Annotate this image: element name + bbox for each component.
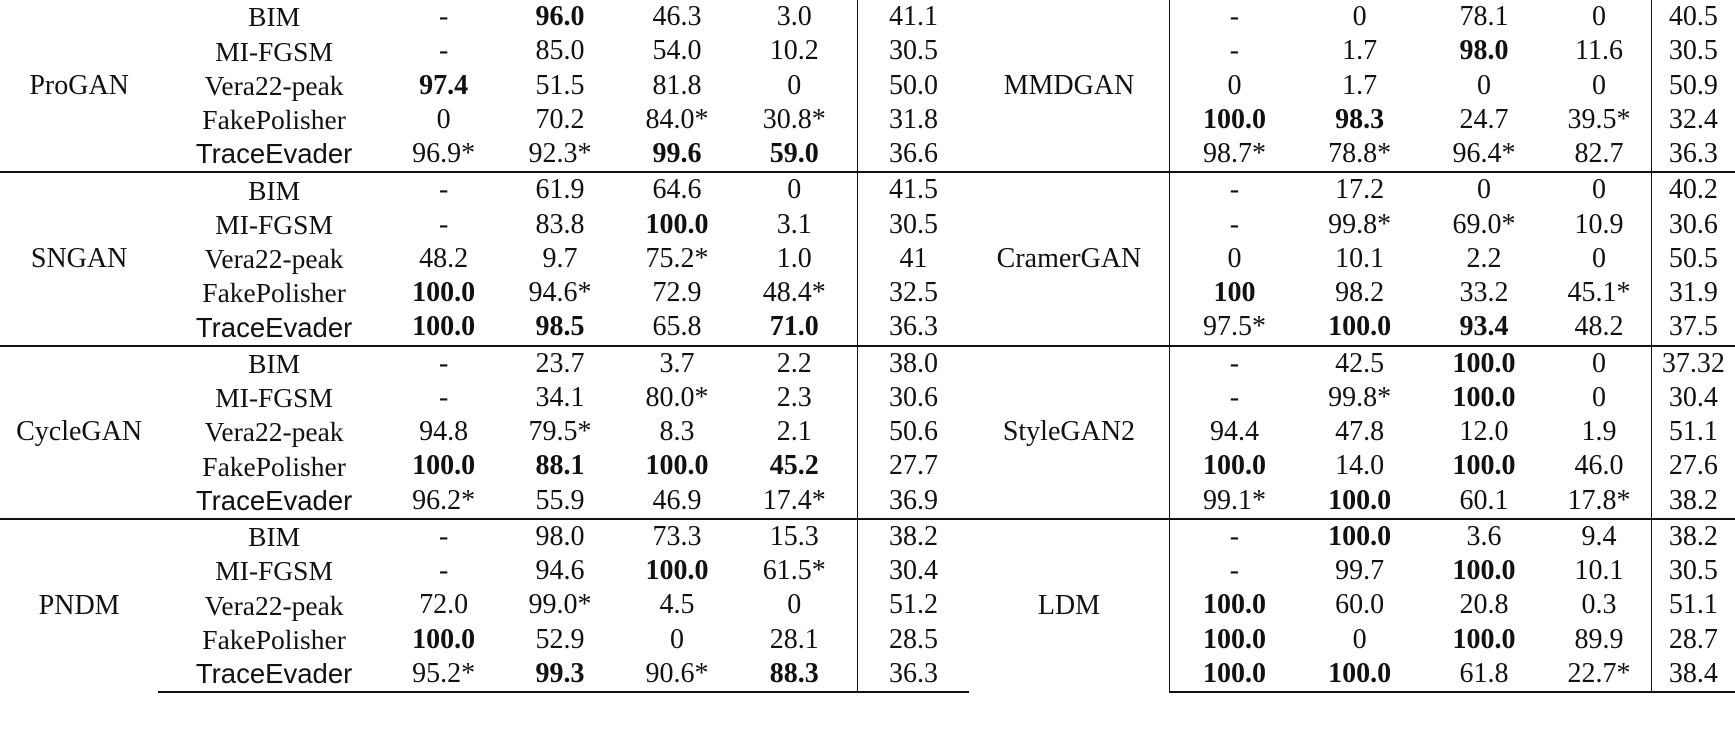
table-cell: 30.8* xyxy=(731,103,858,137)
table-cell: 0 xyxy=(1352,623,1367,655)
table-cell: 1.9 xyxy=(1547,415,1651,449)
table-cell: 38.2 xyxy=(1668,484,1718,516)
model-name-right: LDM xyxy=(969,519,1170,692)
table-cell: 0 xyxy=(1547,69,1651,103)
table-cell: - xyxy=(1170,346,1299,381)
table-cell: 38.2 xyxy=(858,519,969,554)
table-cell: 64.6 xyxy=(623,172,732,207)
method-name: MI-FGSM xyxy=(215,35,333,67)
table-row xyxy=(0,172,1735,207)
table-cell: 100.0 xyxy=(1299,657,1421,692)
table-cell: 28.1 xyxy=(731,623,858,657)
table-cell: 17.4* xyxy=(731,484,858,519)
table-cell: 51.1 xyxy=(1668,416,1718,448)
table-row xyxy=(0,208,1735,242)
table-cell: 61.8 xyxy=(1421,657,1548,692)
table-row xyxy=(0,623,1735,657)
table-cell: 0 xyxy=(731,69,858,103)
table-cell: 46.0 xyxy=(1547,449,1651,483)
table-row xyxy=(0,34,1735,68)
table-cell: 0 xyxy=(1227,242,1242,274)
table-cell: - xyxy=(438,555,449,587)
method-name: TraceEvader xyxy=(195,311,353,343)
table-cell: 41.1 xyxy=(888,1,938,33)
table-cell: 36.9 xyxy=(888,484,938,516)
table-cell: 2.2 xyxy=(1466,242,1502,274)
table-cell: 94.6* xyxy=(528,277,592,309)
table-cell: 27.6 xyxy=(1668,450,1718,482)
table-cell: 94.8 xyxy=(419,416,469,448)
method-name: Vera22-peak xyxy=(204,69,344,101)
table-cell: 0 xyxy=(670,623,685,655)
table-cell: 1.7 xyxy=(1342,69,1378,101)
model-name-right: MMDGAN xyxy=(969,0,1170,172)
method-name: BIM xyxy=(158,519,390,554)
table-cell: 100 xyxy=(1213,277,1256,309)
table-cell: 81.8 xyxy=(652,69,702,101)
table-cell: 100.0 xyxy=(1202,103,1266,135)
table-row xyxy=(0,484,1735,519)
table-cell: 23.7 xyxy=(497,346,622,381)
model-name-left: SNGAN xyxy=(0,172,158,345)
table-cell: 11.6 xyxy=(1547,34,1651,68)
table-cell: 46.3 xyxy=(652,1,702,33)
table-cell: 83.8 xyxy=(535,208,585,240)
table-cell: 30.6 xyxy=(1668,208,1718,240)
method-name: MI-FGSM xyxy=(215,382,333,414)
table-cell: 98.5 xyxy=(535,311,585,343)
table-cell: 98.3 xyxy=(1335,103,1385,135)
method-name: Vera22-peak xyxy=(204,589,344,621)
table-cell: 0 xyxy=(1547,346,1651,381)
table-cell: 51.1 xyxy=(1668,589,1718,621)
table-cell: 100.0 xyxy=(1328,311,1392,343)
table-cell: 1.0 xyxy=(731,242,858,276)
table-cell: - xyxy=(438,35,449,67)
table-cell: - xyxy=(390,519,497,554)
table-cell: 45.2 xyxy=(731,449,858,483)
table-cell: 92.3* xyxy=(528,138,592,170)
table-cell: 50.5 xyxy=(1668,242,1718,274)
table-cell: 0 xyxy=(1352,1,1367,33)
table-cell: 100.0 xyxy=(645,208,709,240)
table-cell: 2.2 xyxy=(731,346,858,381)
table-cell: 100.0 xyxy=(1170,657,1299,692)
model-name-left: ProGAN xyxy=(29,69,129,101)
table-cell: 4.5 xyxy=(659,589,695,621)
table-cell: 31.9 xyxy=(1668,277,1718,309)
table-cell: 30.4 xyxy=(1668,381,1718,413)
table-cell: 99.1* xyxy=(1202,484,1266,516)
table-cell: 100.0 xyxy=(1452,623,1516,655)
table-group xyxy=(0,346,1735,519)
table-cell: 80.0* xyxy=(645,381,709,413)
table-cell: - xyxy=(1229,555,1240,587)
table-cell: 100.0 xyxy=(412,311,476,343)
table-cell: 65.8 xyxy=(652,311,702,343)
method-name: Vera22-peak xyxy=(204,243,344,275)
table-cell: 38.2 xyxy=(1651,519,1735,554)
table-cell: 30.6 xyxy=(888,381,938,413)
table-cell: 100.0 xyxy=(1202,623,1266,655)
table-cell: 61.5* xyxy=(731,554,858,588)
table-row xyxy=(0,415,1735,449)
table-cell: 73.3 xyxy=(623,519,732,554)
table-cell: 38.0 xyxy=(858,346,969,381)
method-name: MI-FGSM xyxy=(215,555,333,587)
table-cell: 9.7 xyxy=(542,242,578,274)
table-cell: 72.0 xyxy=(419,589,469,621)
table-cell: 70.2 xyxy=(535,103,585,135)
table-cell: 3.6 xyxy=(1421,519,1548,554)
table-cell: - xyxy=(1170,172,1299,207)
table-cell: 50.6 xyxy=(888,416,938,448)
table-cell: 10.1 xyxy=(1335,242,1385,274)
table-cell: 30.5 xyxy=(1668,555,1718,587)
table-row xyxy=(0,588,1735,622)
table-cell: 54.0 xyxy=(652,35,702,67)
table-cell: 98.2 xyxy=(1335,277,1385,309)
table-cell: 60.0 xyxy=(1335,589,1385,621)
table-cell: 52.9 xyxy=(535,623,585,655)
table-cell: 40.5 xyxy=(1668,1,1718,33)
table-cell: 79.5* xyxy=(528,416,592,448)
table-cell: 85.0 xyxy=(535,35,585,67)
table-cell: 61.9 xyxy=(497,172,622,207)
table-row xyxy=(0,346,1735,381)
table-cell: 88.3 xyxy=(731,657,858,692)
table-cell: 3.7 xyxy=(623,346,732,381)
table-cell: 17.2 xyxy=(1299,172,1421,207)
table-cell: - xyxy=(438,208,449,240)
table-cell: 100.0 xyxy=(412,623,476,655)
table-cell: - xyxy=(438,1,449,33)
table-cell: 0 xyxy=(1421,172,1548,207)
table-cell: 82.7 xyxy=(1547,137,1651,172)
table-cell: - xyxy=(1229,381,1240,413)
table-cell: 40.2 xyxy=(1651,172,1735,207)
table-cell: 100.0 xyxy=(1202,589,1266,621)
table-cell: 100.0 xyxy=(1202,450,1266,482)
table-cell: 3.0 xyxy=(731,0,858,34)
table-cell: 17.8* xyxy=(1547,484,1651,519)
method-name: Vera22-peak xyxy=(204,416,344,448)
table-cell: 37.5 xyxy=(1668,311,1718,343)
table-cell: - xyxy=(1229,208,1240,240)
table-cell: 10.9 xyxy=(1547,208,1651,242)
table-cell: 51.5 xyxy=(535,69,585,101)
table-cell: 100.0 xyxy=(1452,450,1516,482)
table-cell: 88.1 xyxy=(535,450,585,482)
table-cell: 0 xyxy=(436,103,451,135)
table-cell: 31.8 xyxy=(888,103,938,135)
table-cell: 32.4 xyxy=(1668,103,1718,135)
table-cell: - xyxy=(1229,1,1240,33)
table-cell: 99.0* xyxy=(528,589,592,621)
table-row xyxy=(0,449,1735,483)
table-cell: 48.2 xyxy=(1547,310,1651,345)
table-cell: 33.2 xyxy=(1459,277,1509,309)
method-name: FakePolisher xyxy=(202,277,346,309)
table-cell: 98.7* xyxy=(1202,138,1266,170)
table-group xyxy=(0,0,1735,172)
table-cell: 60.1 xyxy=(1459,484,1509,516)
table-cell: 98.0 xyxy=(1459,35,1509,67)
table-cell: 50.0 xyxy=(888,69,938,101)
table-cell: 100.0 xyxy=(1421,346,1548,381)
table-cell: - xyxy=(1170,519,1299,554)
table-cell: 69.0* xyxy=(1452,208,1516,240)
table-cell: 0 xyxy=(1547,381,1651,415)
table-cell: 37.32 xyxy=(1651,346,1735,381)
table-cell: 100.0 xyxy=(645,555,709,587)
table-cell: 96.2* xyxy=(412,484,476,516)
method-name: MI-FGSM xyxy=(215,208,333,240)
table-cell: 3.1 xyxy=(731,208,858,242)
table-group xyxy=(0,519,1735,692)
table-row xyxy=(0,103,1735,137)
table-cell: 39.5* xyxy=(1547,103,1651,137)
table-cell: 28.7 xyxy=(1668,623,1718,655)
table-cell: 15.3 xyxy=(731,519,858,554)
table-cell: 96.9* xyxy=(412,138,476,170)
table-cell: 100.0 xyxy=(1452,555,1516,587)
table-cell: 36.6 xyxy=(888,138,938,170)
table-cell: 99.7 xyxy=(1335,555,1385,587)
table-cell: 20.8 xyxy=(1459,589,1509,621)
table-row xyxy=(0,69,1735,103)
table-cell: 27.7 xyxy=(888,450,938,482)
table-row xyxy=(0,381,1735,415)
table-cell: 28.5 xyxy=(888,623,938,655)
table-cell: 89.9 xyxy=(1547,623,1651,657)
table-row xyxy=(0,519,1735,554)
table-cell: - xyxy=(1229,35,1240,67)
table-cell: 75.2* xyxy=(645,242,709,274)
method-name: FakePolisher xyxy=(202,623,346,655)
table-cell: 30.5 xyxy=(888,208,938,240)
method-name: BIM xyxy=(158,172,390,207)
table-cell: 94.4 xyxy=(1209,416,1259,448)
table-cell: 32.5 xyxy=(888,277,938,309)
table-cell: 47.8 xyxy=(1335,416,1385,448)
table-cell: 51.2 xyxy=(888,589,938,621)
table-cell: 100.0 xyxy=(412,277,476,309)
model-name-left: CycleGAN xyxy=(0,346,158,519)
table-cell: 41 xyxy=(899,242,928,274)
table-cell: 48.2 xyxy=(419,242,469,274)
table-row xyxy=(0,0,1735,34)
table-cell: 46.9 xyxy=(652,484,702,516)
table-cell: 93.4 xyxy=(1459,311,1509,343)
table-row xyxy=(0,137,1735,172)
method-name: TraceEvader xyxy=(195,484,353,516)
table-cell: 50.9 xyxy=(1668,69,1718,101)
table-cell: 36.3 xyxy=(858,657,969,692)
model-name-left: PNDM xyxy=(0,519,158,692)
table-row xyxy=(0,310,1735,345)
model-name-right: StyleGAN2 xyxy=(969,346,1170,519)
table-cell: - xyxy=(390,346,497,381)
model-name-right: CramerGAN xyxy=(969,172,1170,345)
table-cell: 96.4* xyxy=(1452,138,1516,170)
table-cell: 10.1 xyxy=(1547,554,1651,588)
table-cell: 90.6* xyxy=(623,657,732,692)
method-name: TraceEvader xyxy=(195,138,353,170)
table-cell: 98.0 xyxy=(497,519,622,554)
table-group xyxy=(0,172,1735,345)
table-cell: 94.6 xyxy=(535,555,585,587)
table-cell: 36.3 xyxy=(888,311,938,343)
table-cell: 0 xyxy=(1227,69,1242,101)
table-cell: 30.5 xyxy=(888,35,938,67)
table-cell: 97.4 xyxy=(419,69,469,101)
table-cell: 0 xyxy=(731,172,858,207)
table-row xyxy=(0,276,1735,310)
table-cell: - xyxy=(438,381,449,413)
method-name: FakePolisher xyxy=(202,104,346,136)
table-cell: 99.6 xyxy=(652,138,702,170)
table-cell: 22.7* xyxy=(1547,657,1651,692)
method-name: FakePolisher xyxy=(202,450,346,482)
table-cell: 0 xyxy=(1547,242,1651,276)
table-cell: 14.0 xyxy=(1335,450,1385,482)
table-cell: 0.3 xyxy=(1547,588,1651,622)
table-cell: 72.9 xyxy=(652,277,702,309)
table-row xyxy=(0,657,1735,692)
table-cell: 45.1* xyxy=(1547,276,1651,310)
table-cell: 2.1 xyxy=(731,415,858,449)
table-cell: 100.0 xyxy=(645,450,709,482)
table-cell: 59.0 xyxy=(731,137,858,172)
table-cell: 100.0 xyxy=(1328,484,1392,516)
table-cell: 84.0* xyxy=(645,103,709,135)
table-cell: 96.0 xyxy=(535,1,585,33)
table-row xyxy=(0,242,1735,276)
table-cell: 30.4 xyxy=(888,555,938,587)
table-cell: 97.5* xyxy=(1202,311,1266,343)
method-name: BIM xyxy=(158,346,390,381)
table-cell: - xyxy=(390,172,497,207)
table-cell: 0 xyxy=(1547,0,1651,34)
table-cell: 36.3 xyxy=(1668,138,1718,170)
table-cell: 1.7 xyxy=(1342,35,1378,67)
method-name: BIM xyxy=(248,1,301,33)
table-cell: 2.3 xyxy=(731,381,858,415)
table-cell: 100.0 xyxy=(1299,519,1421,554)
table-cell: 0 xyxy=(1547,172,1651,207)
table-cell: 38.4 xyxy=(1651,657,1735,692)
table-cell: 78.1 xyxy=(1459,1,1509,33)
table-cell: 0 xyxy=(731,588,858,622)
table-cell: 78.8* xyxy=(1328,138,1392,170)
table-cell: 95.2* xyxy=(390,657,497,692)
table-cell: 8.3 xyxy=(659,416,695,448)
method-name: TraceEvader xyxy=(158,657,390,692)
table-row xyxy=(0,554,1735,588)
table-cell: 99.8* xyxy=(1328,381,1392,413)
table-cell: 71.0 xyxy=(731,310,858,345)
table-cell: 9.4 xyxy=(1547,519,1651,554)
table-cell: 0 xyxy=(1476,69,1491,101)
table-cell: 100.0 xyxy=(412,450,476,482)
table-cell: 48.4* xyxy=(731,276,858,310)
table-cell: 24.7 xyxy=(1459,103,1509,135)
table-cell: 99.3 xyxy=(497,657,622,692)
table-cell: 30.5 xyxy=(1668,35,1718,67)
table-cell: 41.5 xyxy=(858,172,969,207)
table-cell: 12.0 xyxy=(1459,416,1509,448)
table-cell: 34.1 xyxy=(535,381,585,413)
table-cell: 42.5 xyxy=(1299,346,1421,381)
table-cell: 100.0 xyxy=(1452,381,1516,413)
table-cell: 10.2 xyxy=(731,34,858,68)
table-cell: 99.8* xyxy=(1328,208,1392,240)
table-cell: 55.9 xyxy=(535,484,585,516)
